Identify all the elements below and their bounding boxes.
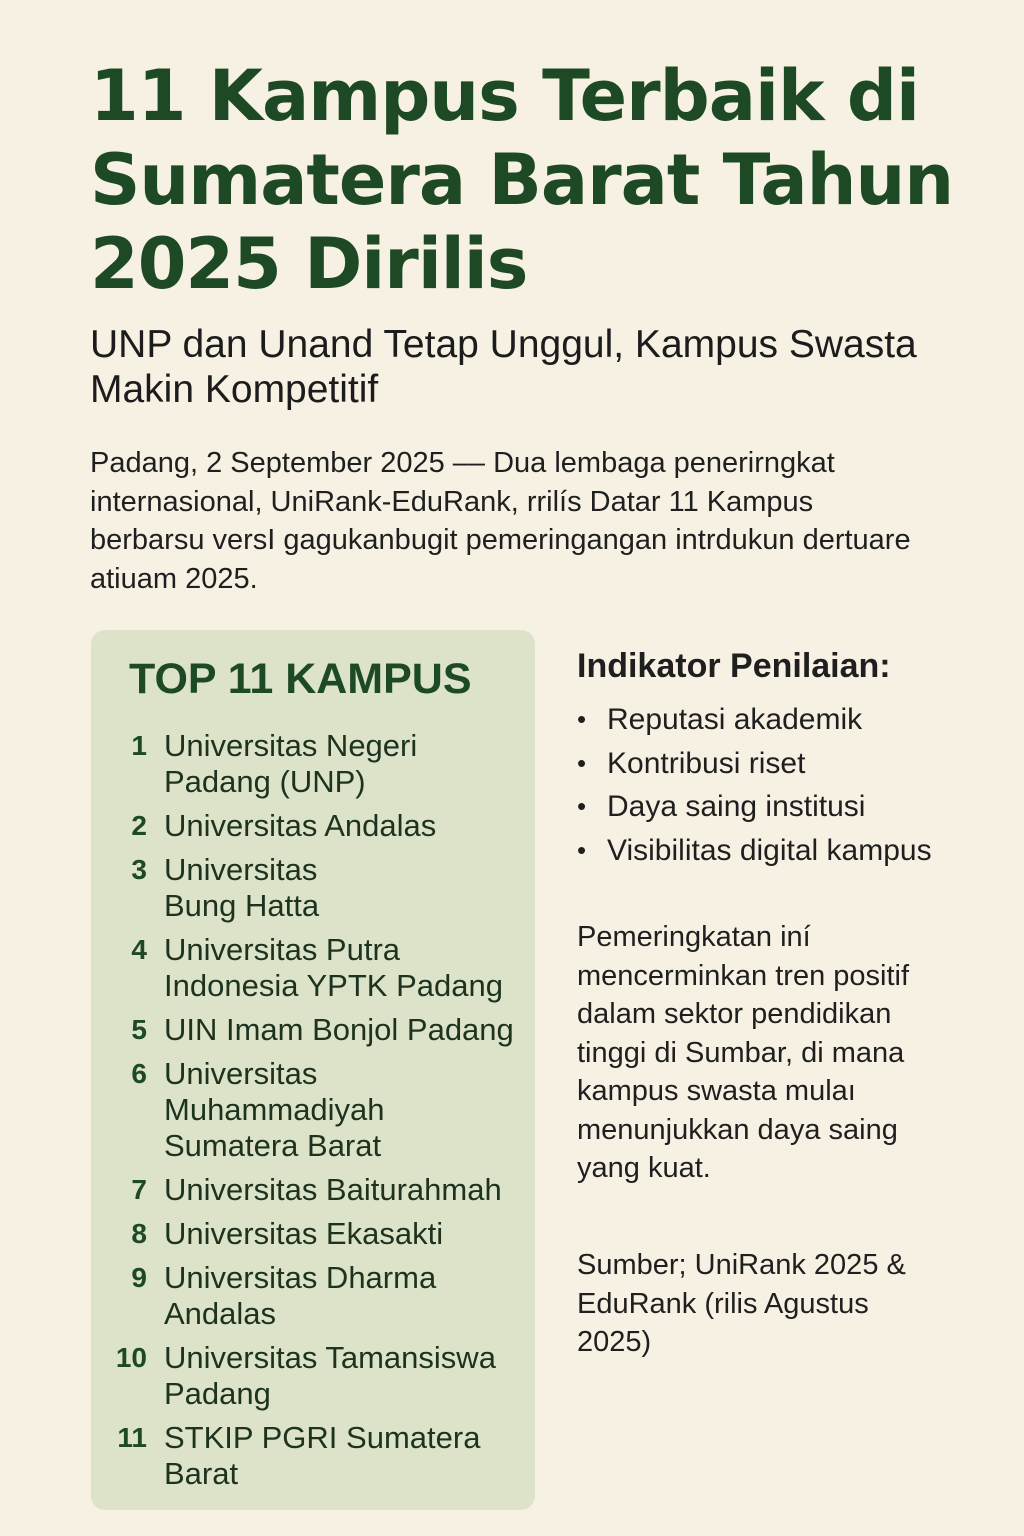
bullet-icon: •: [577, 747, 587, 778]
campus-name: Universitas Putra Indonesia YPTK Padang: [164, 932, 503, 1003]
lead-paragraph: Padang, 2 September 2025 –– Dua lembaga penerirngkat internasional, UniRank-EduRank, rrilís Datar 11 Kampus berbarsu versI gagukanbugit pemeringangan intrdukun dertuare atiuam 2025.: [90, 447, 911, 595]
rank-item: [91, 1012, 535, 1048]
rank-item: [91, 728, 535, 800]
indicator-item: [577, 829, 997, 873]
bullet-icon: •: [577, 834, 587, 865]
indicator-title: Indikator Penilaian:: [577, 647, 891, 685]
campus-name: Universitas Tamansiswa Padang: [164, 1340, 496, 1411]
rank-number: 11: [117, 1422, 147, 1453]
rank-number: 2: [131, 810, 147, 841]
campus-name: Universitas Dharma Andalas: [164, 1260, 437, 1331]
campus-name: Universitas Bung Hatta: [164, 852, 320, 923]
campus-name: UIN Imam Bonjol Padang: [164, 1012, 514, 1047]
rank-number: 5: [131, 1014, 147, 1045]
rank-item: [91, 1420, 535, 1492]
indicator-label: Kontribusi riset: [607, 746, 806, 780]
bullet-icon: •: [577, 791, 587, 822]
campus-name: Universitas Andalas: [164, 808, 437, 843]
campus-name: Universitas Baiturahmah: [164, 1172, 502, 1207]
rank-list: [91, 728, 535, 1500]
rank-item: [91, 1056, 535, 1164]
source-note: Sumber; UniRank 2025 & EduRank (rilis Agustus 2025): [577, 1249, 906, 1358]
bullet-icon: •: [577, 704, 587, 735]
rank-number: 3: [131, 854, 147, 885]
rank-number: 8: [131, 1218, 147, 1249]
indicator-label: Reputasi akademik: [607, 703, 863, 737]
rank-number: 1: [131, 730, 147, 761]
subheadline: UNP dan Unand Tetap Unggul, Kampus Swasta Makin Kompetitif: [90, 323, 917, 411]
campus-name: Universitas Ekasakti: [164, 1216, 444, 1251]
rank-number: 6: [131, 1058, 147, 1089]
campus-name: STKIP PGRI Sumatera Barat: [164, 1420, 481, 1491]
rank-item: [91, 1216, 535, 1252]
campus-name: Universitas Muhammadiyah Sumatera Barat: [164, 1056, 385, 1163]
indicator-item: [577, 785, 997, 829]
top-campus-panel: [91, 630, 535, 1510]
campus-name: Universitas Negeri Padang (UNP): [164, 728, 418, 799]
indicator-list: [577, 698, 997, 872]
indicator-item: [577, 742, 997, 786]
indicator-label: Daya saing institusi: [607, 790, 866, 824]
top-list-title: TOP 11 KAMPUS: [129, 655, 472, 703]
rank-item: [91, 1340, 535, 1412]
rank-item: [91, 852, 535, 924]
rank-item: [91, 808, 535, 844]
indicator-label: Visibilitas digital kampus: [607, 833, 932, 867]
rank-item: [91, 1172, 535, 1208]
rank-number: 10: [115, 1342, 147, 1373]
rank-number: 9: [131, 1262, 147, 1293]
rank-number: 7: [131, 1174, 147, 1205]
rank-item: [91, 1260, 535, 1332]
indicator-item: [577, 698, 997, 742]
analysis-paragraph: Pemeringkatan iní mencerminkan tren positif dalam sektor pendidikan tinggi di Sumbar, di mana kampus swasta mulaı menunjukkan daya saing yang kuat.: [577, 921, 910, 1184]
rank-item: [91, 932, 535, 1004]
headline: 11 Kampus Terbaik di Sumatera Barat Tahun 2025 Dirilis: [90, 55, 954, 305]
rank-number: 4: [131, 934, 147, 965]
